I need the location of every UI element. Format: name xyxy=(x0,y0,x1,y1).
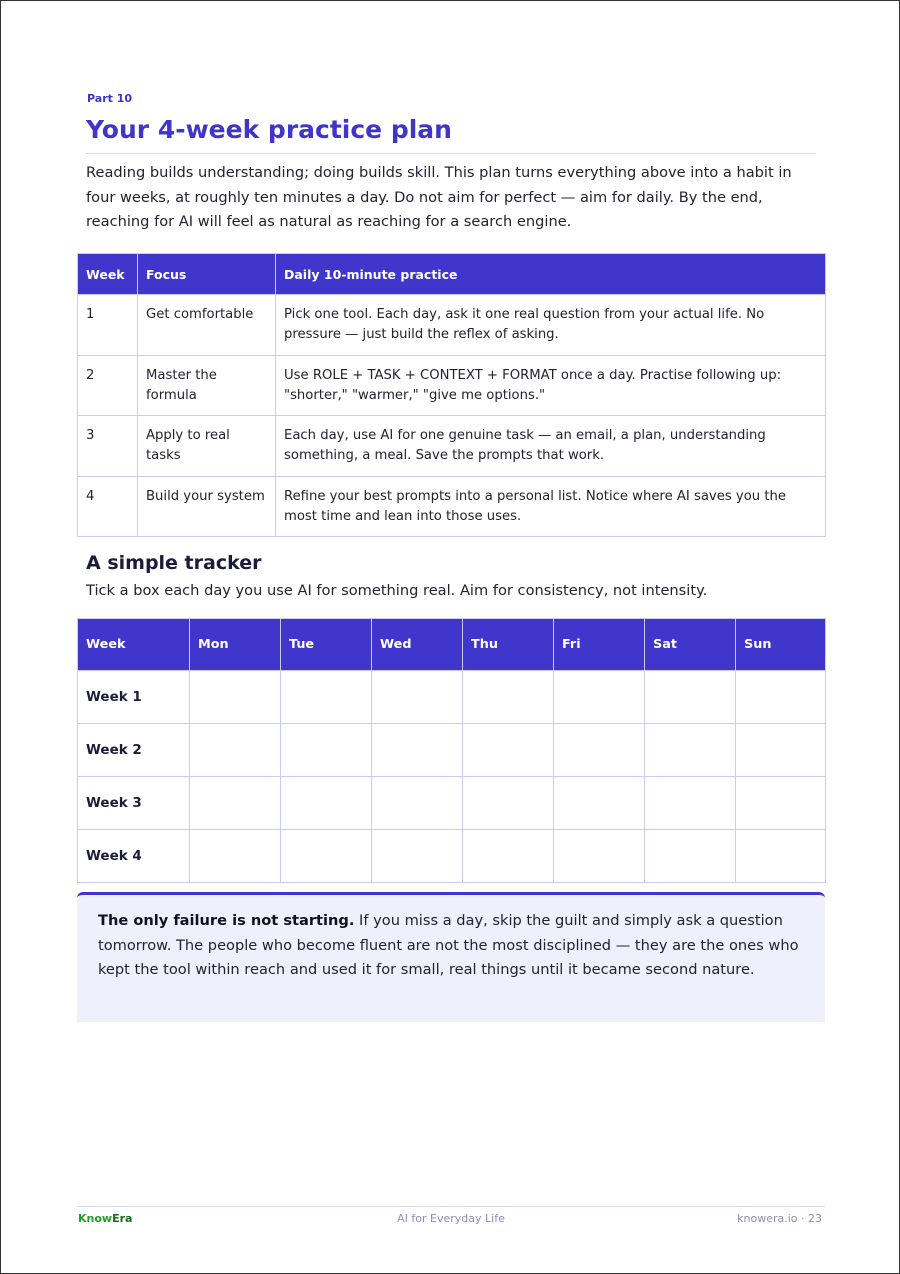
tracker-checkbox-cell[interactable] xyxy=(554,830,645,883)
week-number: 3 xyxy=(78,416,138,477)
practice-plan-table xyxy=(77,253,826,537)
tracker-header xyxy=(78,619,826,671)
column-header-thu: Thu xyxy=(463,619,554,671)
week-focus: Get comfortable xyxy=(138,295,276,356)
tracker-checkbox-cell[interactable] xyxy=(372,830,463,883)
tracker-checkbox-cell[interactable] xyxy=(736,671,826,724)
brand-era: Era xyxy=(112,1212,133,1225)
habit-tracker-table xyxy=(77,618,826,883)
tracker-row xyxy=(78,777,826,830)
column-header-mon: Mon xyxy=(190,619,281,671)
column-header-week: Week xyxy=(78,619,190,671)
tracker-checkbox-cell[interactable] xyxy=(281,724,372,777)
tracker-subtext: Tick a box each day you use AI for something real. Aim for consistency, not intensity. xyxy=(86,582,708,599)
table-row xyxy=(78,476,826,537)
tracker-checkbox-cell[interactable] xyxy=(736,724,826,777)
callout-text: If you miss a day, skip the guilt and simply ask a question tomorrow. The people who become fluent are not the most disciplined — they are the ones who kept the tool within reach and used it for small, real things until it became second nature. xyxy=(98,912,799,978)
intro-paragraph: Reading builds understanding; doing builds skill. This plan turns everything above into a habit in four weeks, at roughly ten minutes a day. Do not aim for perfect — aim for daily. By the end, reaching for AI will feel as natural as reaching for a search engine. xyxy=(86,164,792,230)
page-title: Your 4-week practice plan xyxy=(86,115,452,144)
week-practice: Each day, use AI for one genuine task — an email, a plan, understanding something, a meal. Save the prompts that work. xyxy=(276,416,826,477)
tracker-checkbox-cell[interactable] xyxy=(190,724,281,777)
tracker-week-label: Week 1 xyxy=(78,671,190,724)
tracker-checkbox-cell[interactable] xyxy=(281,830,372,883)
table-row xyxy=(78,416,826,477)
tracker-checkbox-cell[interactable] xyxy=(463,830,554,883)
tracker-checkbox-cell[interactable] xyxy=(463,671,554,724)
column-header-focus: Focus xyxy=(138,254,276,295)
footer-page-info: knowera.io · 23 xyxy=(737,1212,822,1225)
tracker-checkbox-cell[interactable] xyxy=(372,724,463,777)
week-number: 2 xyxy=(78,355,138,416)
tracker-checkbox-cell[interactable] xyxy=(645,724,736,777)
tracker-checkbox-cell[interactable] xyxy=(645,671,736,724)
tip-callout xyxy=(77,892,825,1022)
title-divider xyxy=(86,153,816,154)
tracker-row xyxy=(78,724,826,777)
table-row xyxy=(78,355,826,416)
tracker-checkbox-cell[interactable] xyxy=(554,724,645,777)
week-practice: Refine your best prompts into a personal list. Notice where AI saves you the most time and lean into those uses. xyxy=(276,476,826,537)
week-practice: Use ROLE + TASK + CONTEXT + FORMAT once a day. Practise following up: "shorter," "warmer," "give me options." xyxy=(276,355,826,416)
column-header-week: Week xyxy=(78,254,138,295)
tracker-checkbox-cell[interactable] xyxy=(281,777,372,830)
column-header-fri: Fri xyxy=(554,619,645,671)
tracker-checkbox-cell[interactable] xyxy=(190,671,281,724)
tracker-checkbox-cell[interactable] xyxy=(645,777,736,830)
tracker-checkbox-cell[interactable] xyxy=(554,671,645,724)
tracker-checkbox-cell[interactable] xyxy=(463,724,554,777)
week-focus: Build your system xyxy=(138,476,276,537)
column-header-tue: Tue xyxy=(281,619,372,671)
column-header-sun: Sun xyxy=(736,619,826,671)
tracker-checkbox-cell[interactable] xyxy=(190,830,281,883)
week-practice: Pick one tool. Each day, ask it one real question from your actual life. No pressure — just build the reflex of asking. xyxy=(276,295,826,356)
plan-table-header xyxy=(78,254,826,295)
column-header-wed: Wed xyxy=(372,619,463,671)
tracker-checkbox-cell[interactable] xyxy=(190,777,281,830)
week-focus: Master the formula xyxy=(138,355,276,416)
column-header-practice: Daily 10-minute practice xyxy=(276,254,826,295)
tracker-heading: A simple tracker xyxy=(86,552,262,574)
tracker-row xyxy=(78,671,826,724)
brand-know: Know xyxy=(78,1212,113,1225)
tracker-checkbox-cell[interactable] xyxy=(645,830,736,883)
callout-bold-lead: The only failure is not starting. xyxy=(98,912,355,929)
tracker-row xyxy=(78,830,826,883)
tracker-checkbox-cell[interactable] xyxy=(372,777,463,830)
tracker-checkbox-cell[interactable] xyxy=(554,777,645,830)
part-label: Part 10 xyxy=(87,92,133,105)
tracker-week-label: Week 4 xyxy=(78,830,190,883)
week-number: 1 xyxy=(78,295,138,356)
tracker-checkbox-cell[interactable] xyxy=(281,671,372,724)
footer-title: AI for Everyday Life xyxy=(397,1212,505,1225)
week-focus: Apply to real tasks xyxy=(138,416,276,477)
table-row xyxy=(78,295,826,356)
tracker-checkbox-cell[interactable] xyxy=(463,777,554,830)
tracker-checkbox-cell[interactable] xyxy=(736,777,826,830)
footer-divider xyxy=(77,1206,825,1207)
column-header-sat: Sat xyxy=(645,619,736,671)
tracker-checkbox-cell[interactable] xyxy=(372,671,463,724)
tracker-checkbox-cell[interactable] xyxy=(736,830,826,883)
tracker-week-label: Week 3 xyxy=(78,777,190,830)
week-number: 4 xyxy=(78,476,138,537)
tracker-week-label: Week 2 xyxy=(78,724,190,777)
